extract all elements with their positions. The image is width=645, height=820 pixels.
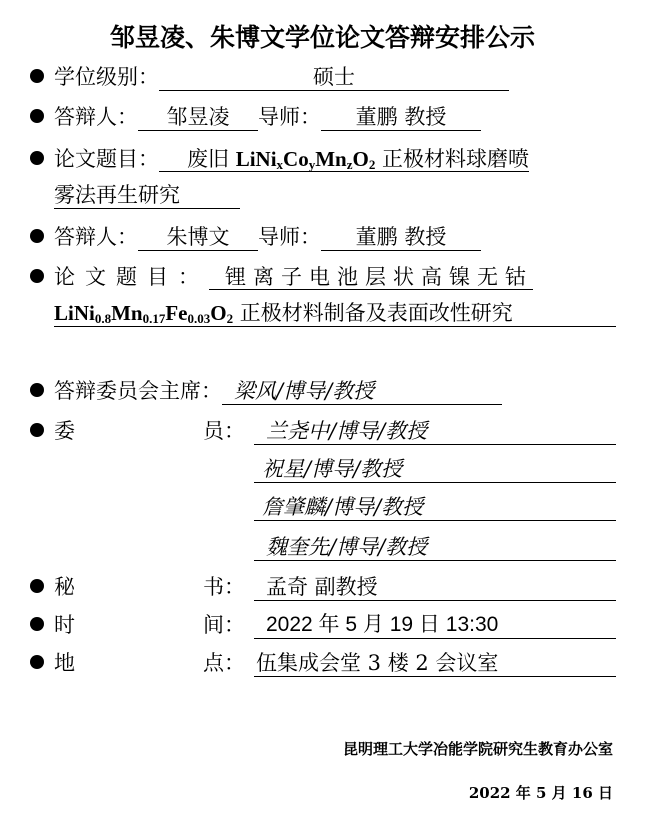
member-2: 祝星/博导/教授 [254,456,616,483]
defender-label: 答辩人： [54,105,138,129]
degree-value: 硕士 [159,64,509,91]
secretary-row: 秘 [30,574,75,600]
topic1-text: 废旧 $LiNi_xCo_yMn_zO_2$ 正极材料球磨喷 [159,147,529,172]
advisor-label: 导师： [258,105,321,129]
defender2-row [30,224,481,251]
time-row: 时 [30,612,75,638]
secretary-label: 书： [203,575,245,599]
bullet-icon [30,229,44,243]
chair-name: 梁风/博导/教授 [222,378,502,405]
chair-label: 答辩委员会主席： [54,379,222,403]
bullet-icon [30,109,44,123]
time-value: 2022 年 5 月 19 日 13:30 [254,612,616,639]
formula1: $LiNi_xCo_yMn_zO_2$ [235,147,376,172]
degree-row [30,64,509,91]
bullet-icon [30,617,44,631]
bullet-icon [30,383,44,397]
bullet-icon [30,69,44,83]
member-3: 詹肇麟/博导/教授 [254,494,616,521]
topic2-row [30,264,533,290]
topic2-line1: 锂离子电池层状高镍无钴 [209,265,533,290]
members-label-a: 委 [54,419,75,443]
place-row: 地 [30,650,75,676]
member-1: 兰尧中/博导/教授 [254,418,616,445]
formula2: $LiNi_{0.8}Mn_{0.17}Fe_{0.03}O_2$ [54,301,234,326]
bullet-icon [30,269,44,283]
footer-office: 昆明理工大学冶能学院研究生教育办公室 [342,740,613,758]
footer-date: 2022 年 5 月 16 日 [468,784,613,802]
place-value: 伍集成会堂 3 楼 2 会议室 [254,650,616,677]
defender1-row [30,104,481,131]
advisor-label: 导师： [258,225,321,249]
bullet-icon [30,151,44,165]
bullet-icon [30,579,44,593]
defender1-name: 邹昱凌 [138,104,258,131]
degree-label: 学位级别： [54,65,159,89]
bullet-icon [30,423,44,437]
topic1-line2: 雾法再生研究 [54,182,240,209]
place-label: 点： [203,651,245,675]
defender2-name: 朱博文 [138,224,258,251]
members-label-b: 员： [203,419,245,443]
topic-label: 论文题目： [54,147,159,171]
member-4: 魏奎先/博导/教授 [254,534,616,561]
bullet-icon [30,655,44,669]
chair-row [30,378,502,405]
advisor1-name: 董鹏 教授 [321,104,481,131]
secretary-value: 孟奇 副教授 [254,574,616,601]
defender-label: 答辩人： [54,225,138,249]
advisor2-name: 董鹏 教授 [321,224,481,251]
time-label: 间： [203,613,245,637]
topic1-row [30,146,529,172]
page-title: 邹昱凌、朱博文学位论文答辩安排公示 [109,23,535,52]
topic-label: 论文题目： [54,265,209,289]
topic2-line2: $LiNi_{0.8}Mn_{0.17}Fe_{0.03}O_2$ 正极材料制备及表面改性研究 [54,300,616,327]
members-label-row [30,418,75,444]
